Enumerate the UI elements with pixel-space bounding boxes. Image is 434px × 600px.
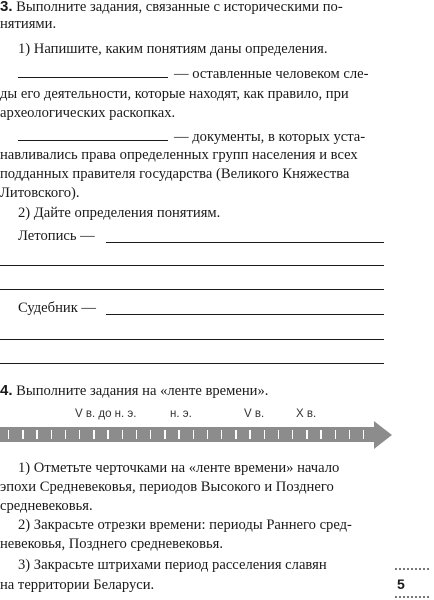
task3-sub2: 2) Дайте определения понятиям. xyxy=(18,205,221,221)
answer-line-sudebnik-1[interactable] xyxy=(106,314,384,315)
task3-line1: Выполните задания, связанные с историческими по- xyxy=(16,0,343,15)
timeline-tick xyxy=(8,430,9,439)
task4-item1-line1: 1) Отметьте черточками на «ленте времени» начало xyxy=(18,460,340,476)
timeline-label-5c: V в. xyxy=(244,408,265,420)
page-number: 5 xyxy=(397,576,405,592)
page-dots-bottom xyxy=(394,596,430,598)
answer-blank-1[interactable] xyxy=(18,64,168,78)
timeline-tick xyxy=(221,430,222,439)
definition2-line2: навливались права определенных групп населения и всех xyxy=(0,147,358,163)
timeline[interactable] xyxy=(0,408,400,454)
definition2-line4: Литовского). xyxy=(0,185,80,201)
definition1-line2: ды его деятельности, которые находят, как правило, при xyxy=(0,86,349,102)
definition1-line1 xyxy=(18,64,368,84)
definition1-line3: археологических раскопках. xyxy=(0,105,176,121)
timeline-tick xyxy=(36,430,37,439)
definition1-text: — оставленные человеком сле- xyxy=(174,66,369,82)
timeline-tick xyxy=(150,430,151,439)
task3-line2: нятиями. xyxy=(0,16,57,32)
timeline-tick xyxy=(207,430,208,439)
definition2-line3: подданных правителя государства (Великого Княжества xyxy=(0,166,350,182)
task4-title: Выполните задания на «ленте времени». xyxy=(16,383,269,399)
timeline-label-10c: X в. xyxy=(296,408,317,420)
timeline-tick xyxy=(349,430,350,439)
timeline-tick xyxy=(107,430,108,439)
timeline-tick xyxy=(249,430,250,439)
timeline-label-ad: н. э. xyxy=(170,408,192,420)
timeline-tick xyxy=(93,430,94,439)
task4-item3-line2: на территории Беларуси. xyxy=(0,577,155,593)
answer-line-letopis-3[interactable] xyxy=(0,289,384,290)
definition2-text: — документы, в которых уста- xyxy=(174,129,366,145)
term-sudebnik: Судебник — xyxy=(18,300,97,316)
timeline-tick xyxy=(193,430,194,439)
task4-item2-line1: 2) Закрасьте отрезки времени: периоды Раннего сред- xyxy=(18,517,352,533)
answer-line-letopis-2[interactable] xyxy=(0,265,384,266)
timeline-tick xyxy=(122,430,123,439)
task4-number: 4. xyxy=(0,382,13,399)
timeline-tick xyxy=(363,430,364,439)
timeline-tick xyxy=(22,430,23,439)
timeline-tick xyxy=(320,430,321,439)
timeline-tick xyxy=(264,430,265,439)
timeline-tick xyxy=(164,430,165,439)
task4-item3-line1: 3) Закрасьте штрихами период расселения славян xyxy=(18,557,327,573)
timeline-arrow-icon xyxy=(374,421,392,449)
term-letopis: Летопись — xyxy=(18,228,95,244)
page-dots-top xyxy=(394,568,430,570)
timeline-tick xyxy=(235,430,236,439)
task4-item1-line2: эпохи Средневековья, периодов Высокого и Позднего xyxy=(0,479,334,495)
task4-heading xyxy=(0,381,268,401)
timeline-tick xyxy=(79,430,80,439)
answer-line-sudebnik-2[interactable] xyxy=(0,339,384,340)
task4-item2-line2: невековья, Позднего средневековья. xyxy=(0,536,223,552)
definition2-line1 xyxy=(18,127,365,147)
timeline-label-5bc: V в. до н. э. xyxy=(75,408,137,420)
timeline-tick xyxy=(65,430,66,439)
timeline-tick xyxy=(178,430,179,439)
task3-number: 3. xyxy=(0,0,13,15)
timeline-tick xyxy=(136,430,137,439)
timeline-tick xyxy=(292,430,293,439)
answer-blank-2[interactable] xyxy=(18,127,168,141)
answer-line-sudebnik-3[interactable] xyxy=(0,363,384,364)
task4-item1-line3: средневековья. xyxy=(0,498,93,514)
timeline-tick xyxy=(51,430,52,439)
timeline-tick xyxy=(335,430,336,439)
timeline-tick xyxy=(306,430,307,439)
answer-line-letopis-1[interactable] xyxy=(106,242,384,243)
timeline-tick xyxy=(278,430,279,439)
task3-sub1: 1) Напишите, каким понятиям даны определения. xyxy=(18,41,328,57)
